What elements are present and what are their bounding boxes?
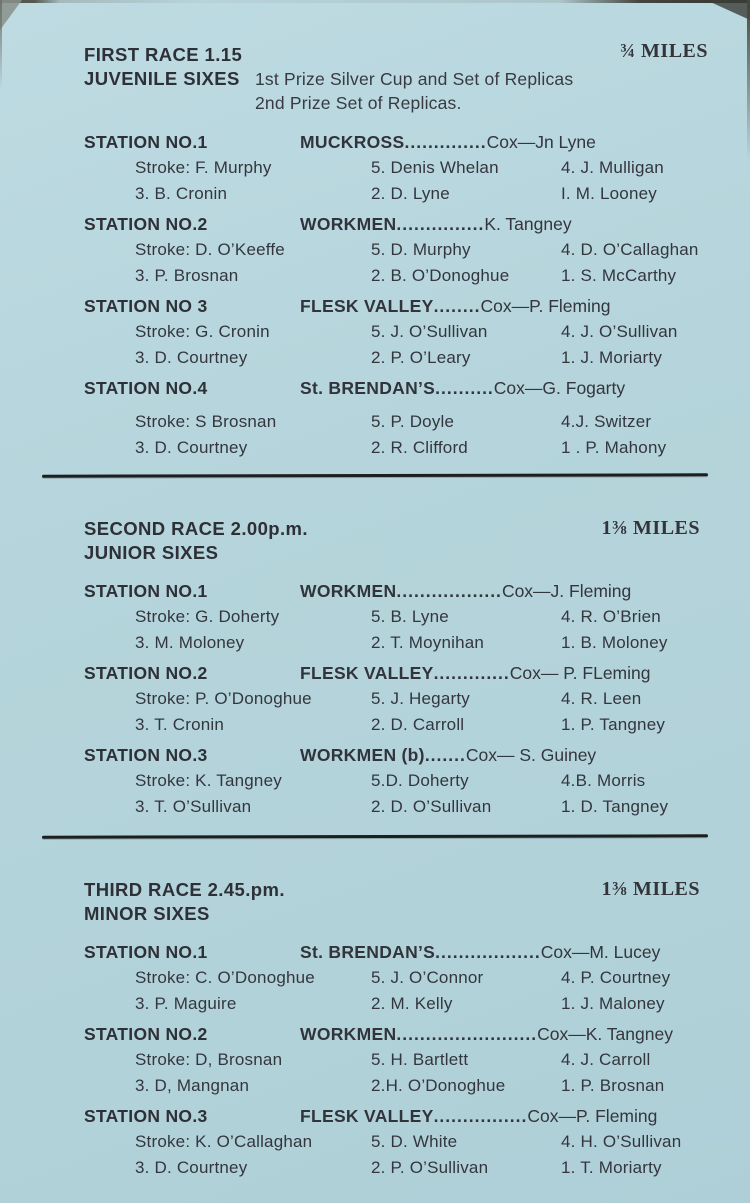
crew-seat: Stroke: G. Doherty xyxy=(135,607,280,626)
station-label: STATION NO.3 xyxy=(84,1106,208,1126)
crew-seat: 5. J. O’Connor xyxy=(371,968,484,987)
crew-seat: 3. P. Brosnan xyxy=(135,265,239,285)
crew-seat: 3. T. O’Sullivan xyxy=(135,796,252,816)
crew-seat: 3. D, Mangnan xyxy=(135,1075,250,1095)
crew-seat: 3. D. Courtney xyxy=(135,347,248,367)
crew-seat: 5. P. Doyle xyxy=(371,412,455,431)
team-line xyxy=(300,375,625,401)
crew-row xyxy=(135,630,720,656)
crew-seat: 3. D. Courtney xyxy=(135,1157,248,1177)
race-title: THIRD RACE 2.45.pm. xyxy=(84,879,285,900)
race-section-third xyxy=(0,878,750,1180)
crew-seat: 1. P. Tangney xyxy=(561,714,666,734)
station-label: STATION NO.1 xyxy=(84,942,208,962)
crew-seat: 2. T. Moynihan xyxy=(371,632,485,652)
crew-seat: 5. D. Murphy xyxy=(371,240,471,259)
crew-seat: 2. M. Kelly xyxy=(371,993,453,1013)
cox-name: Cox— S. Guiney xyxy=(465,745,597,765)
crew-seat: Stroke: G. Cronin xyxy=(135,322,270,341)
crew-row xyxy=(135,1155,720,1181)
prize-line-2: 2nd Prize Set of Replicas. xyxy=(255,92,462,113)
team-name: WORKMEN xyxy=(300,581,397,601)
station-block xyxy=(84,742,720,819)
distance-label: 1⅜ MILES xyxy=(601,517,700,539)
crew-row xyxy=(135,1047,720,1073)
team-name: St. BRENDAN’S xyxy=(300,378,436,398)
team-line xyxy=(300,939,660,965)
crew-seat: 1. S. McCarthy xyxy=(561,265,677,285)
crew-seat: 5. H. Bartlett xyxy=(371,1050,469,1069)
leader-dots: .................. xyxy=(396,581,502,601)
leader-dots: ........ xyxy=(433,296,481,316)
crew-row xyxy=(135,181,720,207)
crew-seat: 4. J. Carroll xyxy=(561,1050,651,1069)
crew-seat: 1. J. Moriarty xyxy=(561,347,663,367)
crew-seat: 4. J. Mulligan xyxy=(561,158,664,177)
crew-seat: 4. J. O’Sullivan xyxy=(561,322,678,341)
station-label: STATION NO.1 xyxy=(84,132,208,152)
team-name: FLESK VALLEY xyxy=(300,1106,434,1126)
crew-row xyxy=(135,686,720,712)
station-label: STATION NO.2 xyxy=(84,214,208,234)
crew-row xyxy=(135,604,720,630)
prize-line-1: 1st Prize Silver Cup and Set of Replicas xyxy=(255,68,574,89)
crew-seat: 4. R. Leen xyxy=(561,689,642,708)
station-block xyxy=(84,129,720,206)
crew-seat: 4.J. Switzer xyxy=(561,412,652,431)
team-name: FLESK VALLEY xyxy=(300,296,434,316)
crew-seat: Stroke: C. O’Donoghue xyxy=(135,968,315,987)
team-name: St. BRENDAN’S xyxy=(300,942,436,962)
crew-seat: 1. P. Brosnan xyxy=(561,1075,665,1095)
crew-seat: 4. P. Courtney xyxy=(561,968,671,987)
station-block xyxy=(84,1103,720,1180)
crew-seat: 4. H. O’Sullivan xyxy=(561,1132,682,1151)
crew-seat: 3. P. Maguire xyxy=(135,993,237,1013)
cox-name: Cox—K. Tangney xyxy=(537,1024,673,1044)
race-title: FIRST RACE 1.15 xyxy=(84,44,243,65)
crew-row xyxy=(135,435,720,461)
station-label: STATION NO.4 xyxy=(84,378,208,398)
team-line xyxy=(300,660,651,686)
station-block xyxy=(84,578,720,655)
crew-seat: 4.B. Morris xyxy=(561,771,646,790)
cox-name: Cox—Jn Lyne xyxy=(486,132,596,152)
team-line xyxy=(300,293,610,319)
station-block xyxy=(84,211,720,288)
crew-row xyxy=(135,319,720,345)
crew-seat: 5. J. Hegarty xyxy=(371,689,470,708)
team-line xyxy=(300,1021,673,1047)
cox-name: Cox—M. Lucey xyxy=(540,942,661,962)
team-name: MUCKROSS xyxy=(300,132,405,152)
crew-seat: 2. B. O’Donoghue xyxy=(371,265,510,285)
crew-seat: 3. M. Moloney xyxy=(135,632,245,652)
scan-edge-left xyxy=(0,0,2,90)
crew-seat: 2. P. O’Leary xyxy=(371,347,471,367)
crew-seat: 2.H. O’Donoghue xyxy=(371,1075,506,1095)
crew-seat: 2. P. O’Sullivan xyxy=(371,1157,489,1177)
cox-name: Cox—P. Fleming xyxy=(527,1106,658,1126)
team-name: WORKMEN xyxy=(300,1024,397,1044)
crew-seat: Stroke: S Brosnan xyxy=(135,412,277,431)
crew-seat: 4. D. O’Callaghan xyxy=(561,240,699,259)
crew-row xyxy=(135,991,720,1017)
crew-seat: 1. J. Maloney xyxy=(561,993,665,1013)
team-line xyxy=(300,211,572,237)
station-label: STATION NO.2 xyxy=(84,1024,208,1044)
crew-seat: Stroke: K. Tangney xyxy=(135,771,282,790)
leader-dots: ................ xyxy=(433,1106,528,1126)
prize-list xyxy=(255,67,573,115)
team-line xyxy=(300,742,596,768)
crew-seat: 1. T. Moriarty xyxy=(561,1157,662,1177)
race-subtitle: JUVENILE SIXES xyxy=(84,67,240,89)
station-label: STATION NO.3 xyxy=(84,745,208,765)
crew-seat: 2. D. Lyne xyxy=(371,183,450,203)
cox-name: Cox—G. Fogarty xyxy=(493,378,626,398)
team-line xyxy=(300,129,596,155)
cox-name: Cox—P. Fleming xyxy=(480,296,611,316)
race-title: SECOND RACE 2.00p.m. xyxy=(84,518,308,539)
leader-dots: ....... xyxy=(424,745,466,765)
race-header xyxy=(84,517,710,564)
race-subtitle: JUNIOR SIXES xyxy=(84,541,219,563)
crew-row xyxy=(135,263,720,289)
crew-row xyxy=(135,712,720,738)
leader-dots: ............... xyxy=(396,214,485,234)
crew-seat: I. M. Looney xyxy=(561,183,657,203)
crew-seat: 5. B. Lyne xyxy=(371,607,449,626)
crew-seat: Stroke: F. Murphy xyxy=(135,158,272,177)
scan-edge-top xyxy=(0,0,750,3)
race-header xyxy=(84,40,710,115)
crew-row xyxy=(135,1129,720,1155)
team-name: WORKMEN (b) xyxy=(300,745,425,765)
crew-seat: 2. R. Clifford xyxy=(371,437,468,457)
crew-seat: 3. D. Courtney xyxy=(135,437,248,457)
crew-seat: 3. B. Cronin xyxy=(135,183,228,203)
crew-seat: Stroke: K. O’Callaghan xyxy=(135,1132,313,1151)
crew-row xyxy=(135,768,720,794)
crew-seat: Stroke: P. O’Donoghue xyxy=(135,689,312,708)
station-block xyxy=(84,1021,720,1098)
section-divider xyxy=(42,834,708,838)
station-block xyxy=(84,660,720,737)
race-header xyxy=(84,878,710,925)
crew-seat: Stroke: D. O’Keeffe xyxy=(135,240,285,259)
crew-seat: 1. B. Moloney xyxy=(561,632,668,652)
distance-label: 1⅜ MILES xyxy=(601,878,700,900)
station-label: STATION NO.2 xyxy=(84,663,208,683)
crew-row xyxy=(135,237,720,263)
leader-dots: .................. xyxy=(435,942,541,962)
crew-seat: 1. D. Tangney xyxy=(561,796,669,816)
race-section-first xyxy=(0,40,750,460)
station-block xyxy=(84,939,720,1016)
leader-dots: .......... xyxy=(435,378,494,398)
crew-row xyxy=(135,409,720,435)
leader-dots: .............. xyxy=(404,132,487,152)
cox-name: Cox—J. Fleming xyxy=(501,581,632,601)
station-block xyxy=(84,293,720,370)
station-label: STATION NO 3 xyxy=(84,296,208,316)
crew-seat: 1 . P. Mahony xyxy=(561,437,667,457)
crew-seat: 5.D. Doherty xyxy=(371,771,469,790)
crew-row xyxy=(135,965,720,991)
cox-name: K. Tangney xyxy=(484,214,572,234)
station-block xyxy=(84,375,720,460)
team-line xyxy=(300,1103,657,1129)
crew-seat: 4. R. O’Brien xyxy=(561,607,661,626)
team-name: FLESK VALLEY xyxy=(300,663,434,683)
section-divider xyxy=(42,473,708,477)
team-name: WORKMEN xyxy=(300,214,397,234)
crew-seat: 2. D. Carroll xyxy=(371,714,465,734)
distance-label: ¾ MILES xyxy=(620,40,708,62)
race-subtitle: MINOR SIXES xyxy=(84,902,210,924)
race-section-second xyxy=(0,517,750,819)
leader-dots: ............. xyxy=(433,663,510,683)
crew-seat: Stroke: D, Brosnan xyxy=(135,1050,283,1069)
leader-dots: ........................ xyxy=(396,1024,538,1044)
station-label: STATION NO.1 xyxy=(84,581,208,601)
crew-seat: 2. D. O’Sullivan xyxy=(371,796,492,816)
crew-seat: 3. T. Cronin xyxy=(135,714,225,734)
crew-row xyxy=(135,1073,720,1099)
crew-row xyxy=(135,794,720,820)
crew-seat: 5. Denis Whelan xyxy=(371,158,499,177)
crew-seat: 5. D. White xyxy=(371,1132,458,1151)
crew-seat: 5. J. O’Sullivan xyxy=(371,322,488,341)
team-line xyxy=(300,578,631,604)
crew-row xyxy=(135,155,720,181)
cox-name: Cox— P. FLeming xyxy=(509,663,651,683)
crew-row xyxy=(135,345,720,371)
